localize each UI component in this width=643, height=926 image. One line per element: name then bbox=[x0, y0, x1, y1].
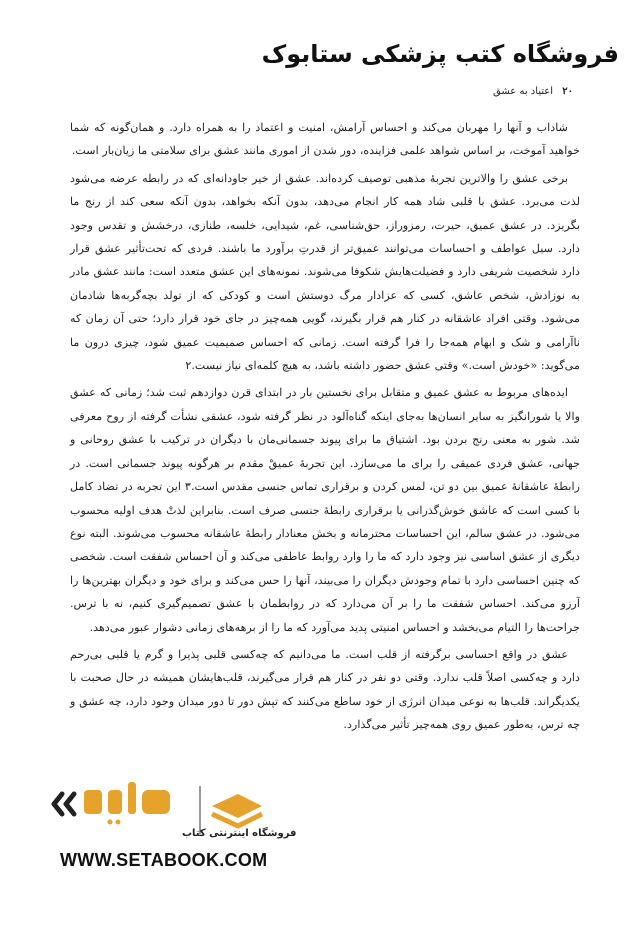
logo-brand-text: فروشگاه اینترنتی کتاب bbox=[182, 828, 297, 839]
paragraph-1: شاداب و آنها را مهربان می‌کند و احساس آرامش، امنیت و اعتماد را به همراه دارد. و همان‌گونه که شما خواهید آموخت، بر اساس شواهد علمی فزاینده، دور شدن از اموری مانند عشق برای سلامتی ما زیان‌بار است. bbox=[70, 121, 580, 158]
page-number: ۲۰ bbox=[562, 86, 573, 97]
footer-website-url[interactable]: WWW.SETABOOK.COM bbox=[60, 850, 268, 870]
setabook-logo-graphic bbox=[52, 776, 297, 842]
running-head-title: اعتیاد به عشق bbox=[493, 86, 554, 97]
setabook-logo bbox=[52, 776, 297, 842]
paragraph-3: ایده‌های مربوط به عشق عمیق و متقابل برای نخستین بار در ابتدای قرن دوازدهم ثبت شد؛ زمانی که عشق والا یا شورانگیز به سایر انسان‌ها به‌جای اینکه گناه‌آلود در نظر گرفته شود، عشقی نشأت گرفته از روح معرفی شد. شور به معنی رنج بردن بود. اشتیاق ما برای پیوند جسمانی‌مان با دیگران در ترکیب با عشق روحانی و جهانی، عشق فردی عمیقی را برای ما می‌سازد. این تجربهٔ عمیقْ مقدم بر هرگونه پیوند جسمانی است. در رابطهٔ عاشقانهٔ عمیق بین دو تن، لمس کردن و برقراری تماس جنسی مقدس است.۳ این تجربه در تضاد کامل با کسی است که عاشق خوش‌گذرانی یا برقراری رابطهٔ جنسی صرف است. بنابراین لذتْ هدف اولیه محسوب می‌شود. در عشق سالم، این احساسات محترمانه و بخش معنادار رابطهٔ عاشقانه محسوب می‌شوند. البته نوع دیگری از عشق اساسی نیز وجود دارد که ما را وارد روابط عاطفی می‌کند و آن احساس شفقت است. شخصی که چنین احساسی دارد با تمام وجودش دیگران را می‌بیند، آنها را حس می‌کند و برای خود و دیگران بهترین‌ها را آرزو می‌کند. احساس شفقت ما را بر آن می‌دارد که در روابطمان با عشق تصمیم‌گیری کنیم، نه با ترس. جراحت‌ها را التیام می‌بخشد و احساس امنیتی پدید می‌آورد که ما را از برهه‌های زمانی دشوار عبور می‌دهد. bbox=[70, 386, 580, 634]
paragraph-4: عشق در واقع احساسی برگرفته از قلب است. ما می‌دانیم که چه‌کسی قلبی پذیرا و گرم یا قلبی بی‌رحم دارد و چه‌کسی اصلاً قلب ندارد. وقتی دو نفر در کنار هم قرار می‌گیرند، قلب‌هایشان همیشه در حال صحبت با یکدیگراند. قلب‌ها به نوعی میدان انرژی از خود ساطع می‌کنند که تپش دور تا دور میدان وجود دارد، چه عشق و چه ترس، به‌طور عمیق روی همه‌چیز تأثیر می‌گذارد. bbox=[70, 647, 580, 732]
paragraph-2: برخی عشق را والاترین تجربهٔ مذهبی توصیف کرده‌اند. عشق از خیر جاودانه‌ای که در رابطه عرضه می‌شود لذت می‌برد. عشق با قلبی شاد همه کار انجام می‌دهد، بدون آنکه بخواهد، بدون آنکه سعی کند از رنج ما بگریزد. در عشق عمیق، حیرت، رمزوراز، حق‌شناسی، غم، شیدایی، خلسه، طنازی، درخشش و تقدس وجود دارد. سیل عواطف و احساسات می‌توانند عمیق‌تر از قدرتِ برآورد ما باشند. فردی که تحت‌تأثیر عشق قرار دارد شخصیت شریفی دارد و فضیلت‌هایش شکوفا می‌شوند. نمونه‌های این عشق متعدد است: مانند عشق مادر به نوزادش، شخص عاشق، کسی که عزادار مرگ دوستش است و کودکی که از تولد بچه‌گربه‌ها شادمان می‌شود. وقتی افراد عاشقانه در کنار هم قرار بگیرند، گویی همه‌چیز در جای خود قرار دارد؛ حتی آن زمان که ناآرامی و شک و ابهام همه‌جا را فرا گرفته است. زمانی که احساس صمیمیت عمیق شود، چیزی درون ما می‌گوید: «خودش است.» وقتی عشق حضور داشته باشد، به هیچ کلمه‌ای نیاز نیست.۲ bbox=[70, 171, 580, 373]
running-head bbox=[493, 86, 573, 97]
store-title: فروشگاه کتب پزشکی ستابوک bbox=[261, 40, 619, 68]
book-body-text bbox=[70, 116, 580, 737]
